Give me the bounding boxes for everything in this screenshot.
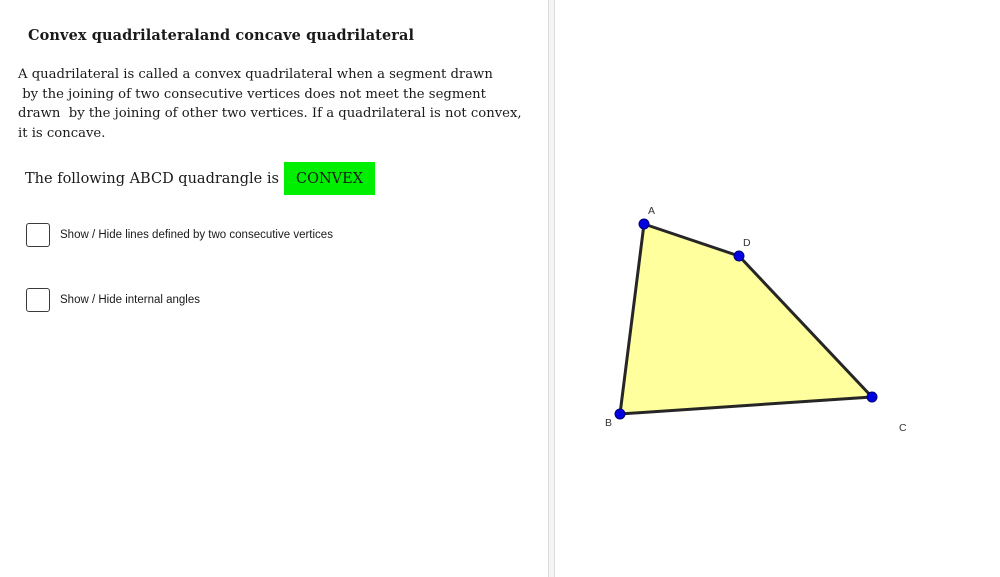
page-title: Convex quadrilateraland concave quadrilateral [28, 27, 415, 44]
convexity-badge: CONVEX [284, 162, 375, 195]
definition-line: by the joining of two consecutive vertices does not meet the segment [18, 86, 486, 102]
angles-toggle-row[interactable] [26, 288, 200, 312]
vertex-d[interactable] [734, 251, 744, 261]
definition-line: it is concave. [18, 126, 106, 142]
lines-toggle-row[interactable] [26, 223, 333, 247]
definition-text [18, 65, 528, 144]
vertex-a[interactable] [639, 219, 649, 229]
vertex-label-c: C [899, 422, 907, 434]
vertex-c[interactable] [867, 392, 877, 402]
result-text: The following ABCD quadrangle is [25, 170, 279, 187]
vertex-label-a: A [648, 205, 656, 217]
angles-toggle-checkbox[interactable] [26, 288, 50, 312]
quadrilateral-abcd[interactable] [620, 224, 872, 414]
result-row [25, 162, 375, 195]
lines-toggle-label[interactable]: Show / Hide lines defined by two consecutive vertices [60, 229, 333, 241]
geometry-canvas[interactable] [555, 0, 1000, 577]
vertex-label-b: B [605, 417, 613, 429]
graphics-view[interactable] [555, 0, 1000, 577]
vertex-b[interactable] [615, 409, 625, 419]
panel-divider[interactable] [548, 0, 555, 577]
definition-line: drawn by the joining of other two vertices. If a quadrilateral is not convex, [18, 106, 522, 122]
angles-toggle-label[interactable]: Show / Hide internal angles [60, 294, 200, 306]
definition-line: A quadrilateral is called a convex quadrilateral when a segment drawn [18, 67, 493, 82]
lines-toggle-checkbox[interactable] [26, 223, 50, 247]
vertex-label-d: D [743, 237, 751, 249]
